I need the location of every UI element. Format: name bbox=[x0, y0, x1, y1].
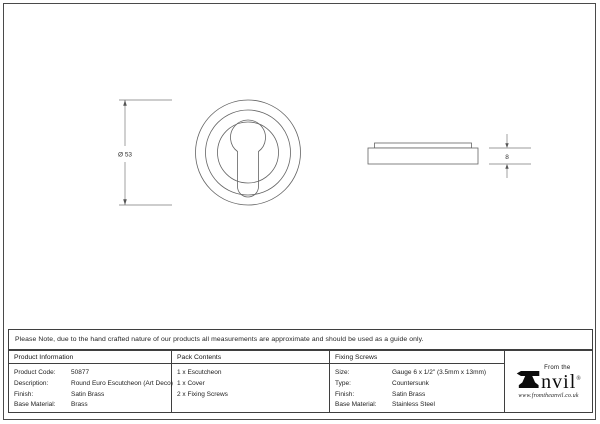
base-material-value: Brass bbox=[71, 401, 88, 409]
table-row bbox=[14, 368, 171, 379]
description-value: Round Euro Escutcheon (Art Deco) bbox=[71, 379, 173, 387]
side-view-body bbox=[368, 148, 478, 164]
screw-base-material-value: Stainless Steel bbox=[392, 401, 435, 409]
screw-size-label: Size: bbox=[335, 369, 350, 376]
finish-label: Finish: bbox=[14, 390, 34, 398]
escutcheon-outer-circle bbox=[196, 100, 301, 205]
fixing-screws-body bbox=[330, 364, 504, 411]
screw-size-value: Gauge 6 x 1/2" (3.5mm x 13mm) bbox=[392, 369, 487, 376]
screw-finish-value: Satin Brass bbox=[392, 390, 426, 398]
table-row bbox=[14, 390, 171, 401]
logo-row bbox=[516, 365, 581, 392]
measurements-note bbox=[8, 329, 593, 350]
pack-contents-body bbox=[172, 364, 329, 400]
escutcheon-middle-circle bbox=[206, 110, 291, 195]
escutcheon-inner-circle bbox=[218, 122, 279, 183]
thickness-dimension bbox=[489, 134, 531, 178]
logo-word-letters: nvil bbox=[541, 370, 577, 393]
measurements-note-text: Please Note, due to the hand crafted nature of our products all measurements are approximate and should be used as a guide only. bbox=[15, 336, 424, 343]
list-item: 1 x Escutcheon bbox=[177, 369, 222, 376]
finish-value: Satin Brass bbox=[71, 390, 105, 398]
table-row bbox=[14, 379, 171, 390]
thickness-arrow-up bbox=[505, 164, 508, 169]
pack-contents-header: Pack Contents bbox=[172, 351, 329, 364]
list-item: 2 x Fixing Screws bbox=[177, 390, 228, 398]
logo-text bbox=[541, 365, 581, 391]
dimension-arrow-down bbox=[123, 199, 127, 205]
diameter-dimension-label: Ø 53 bbox=[117, 151, 133, 159]
table-row bbox=[14, 400, 171, 411]
euro-keyhole-profile bbox=[231, 120, 266, 197]
product-code-label: Product Code: bbox=[14, 369, 56, 376]
base-material-label: Base Material: bbox=[14, 401, 56, 409]
description-label: Description: bbox=[14, 379, 49, 387]
thickness-dimension-label: 8 bbox=[505, 154, 509, 161]
thickness-arrow-down bbox=[505, 143, 508, 148]
spec-tables bbox=[8, 350, 593, 413]
screw-finish-label: Finish: bbox=[335, 390, 355, 398]
logo-from-the-text: From the bbox=[544, 364, 571, 371]
screw-type-value: Countersunk bbox=[392, 379, 429, 387]
registered-trademark-symbol: ® bbox=[576, 375, 581, 382]
fixing-screws-header: Fixing Screws bbox=[330, 351, 504, 364]
table-row bbox=[335, 379, 504, 390]
front-view-drawing bbox=[196, 100, 301, 205]
anvil-icon bbox=[516, 367, 540, 392]
screw-type-label: Type: bbox=[335, 379, 351, 387]
product-information-table bbox=[9, 351, 172, 412]
table-row bbox=[335, 368, 504, 379]
pack-contents-table bbox=[172, 351, 330, 412]
fixing-screws-table bbox=[330, 351, 505, 412]
side-view-cover-lip bbox=[375, 143, 472, 148]
product-information-body bbox=[9, 364, 171, 411]
logo-anvil-text bbox=[541, 371, 581, 391]
side-view-drawing bbox=[368, 143, 478, 164]
screw-base-material-label: Base Material: bbox=[335, 401, 377, 409]
product-code-value: 50877 bbox=[71, 369, 90, 376]
brand-logo-cell bbox=[505, 351, 592, 412]
table-row bbox=[335, 400, 504, 411]
from-the-anvil-logo bbox=[516, 365, 581, 399]
table-row bbox=[335, 390, 504, 401]
product-information-header: Product Information bbox=[9, 351, 171, 364]
logo-website-url: www.fromtheanvil.co.uk bbox=[518, 392, 579, 399]
list-item: 1 x Cover bbox=[177, 379, 205, 387]
dimension-arrow-up bbox=[123, 100, 127, 106]
